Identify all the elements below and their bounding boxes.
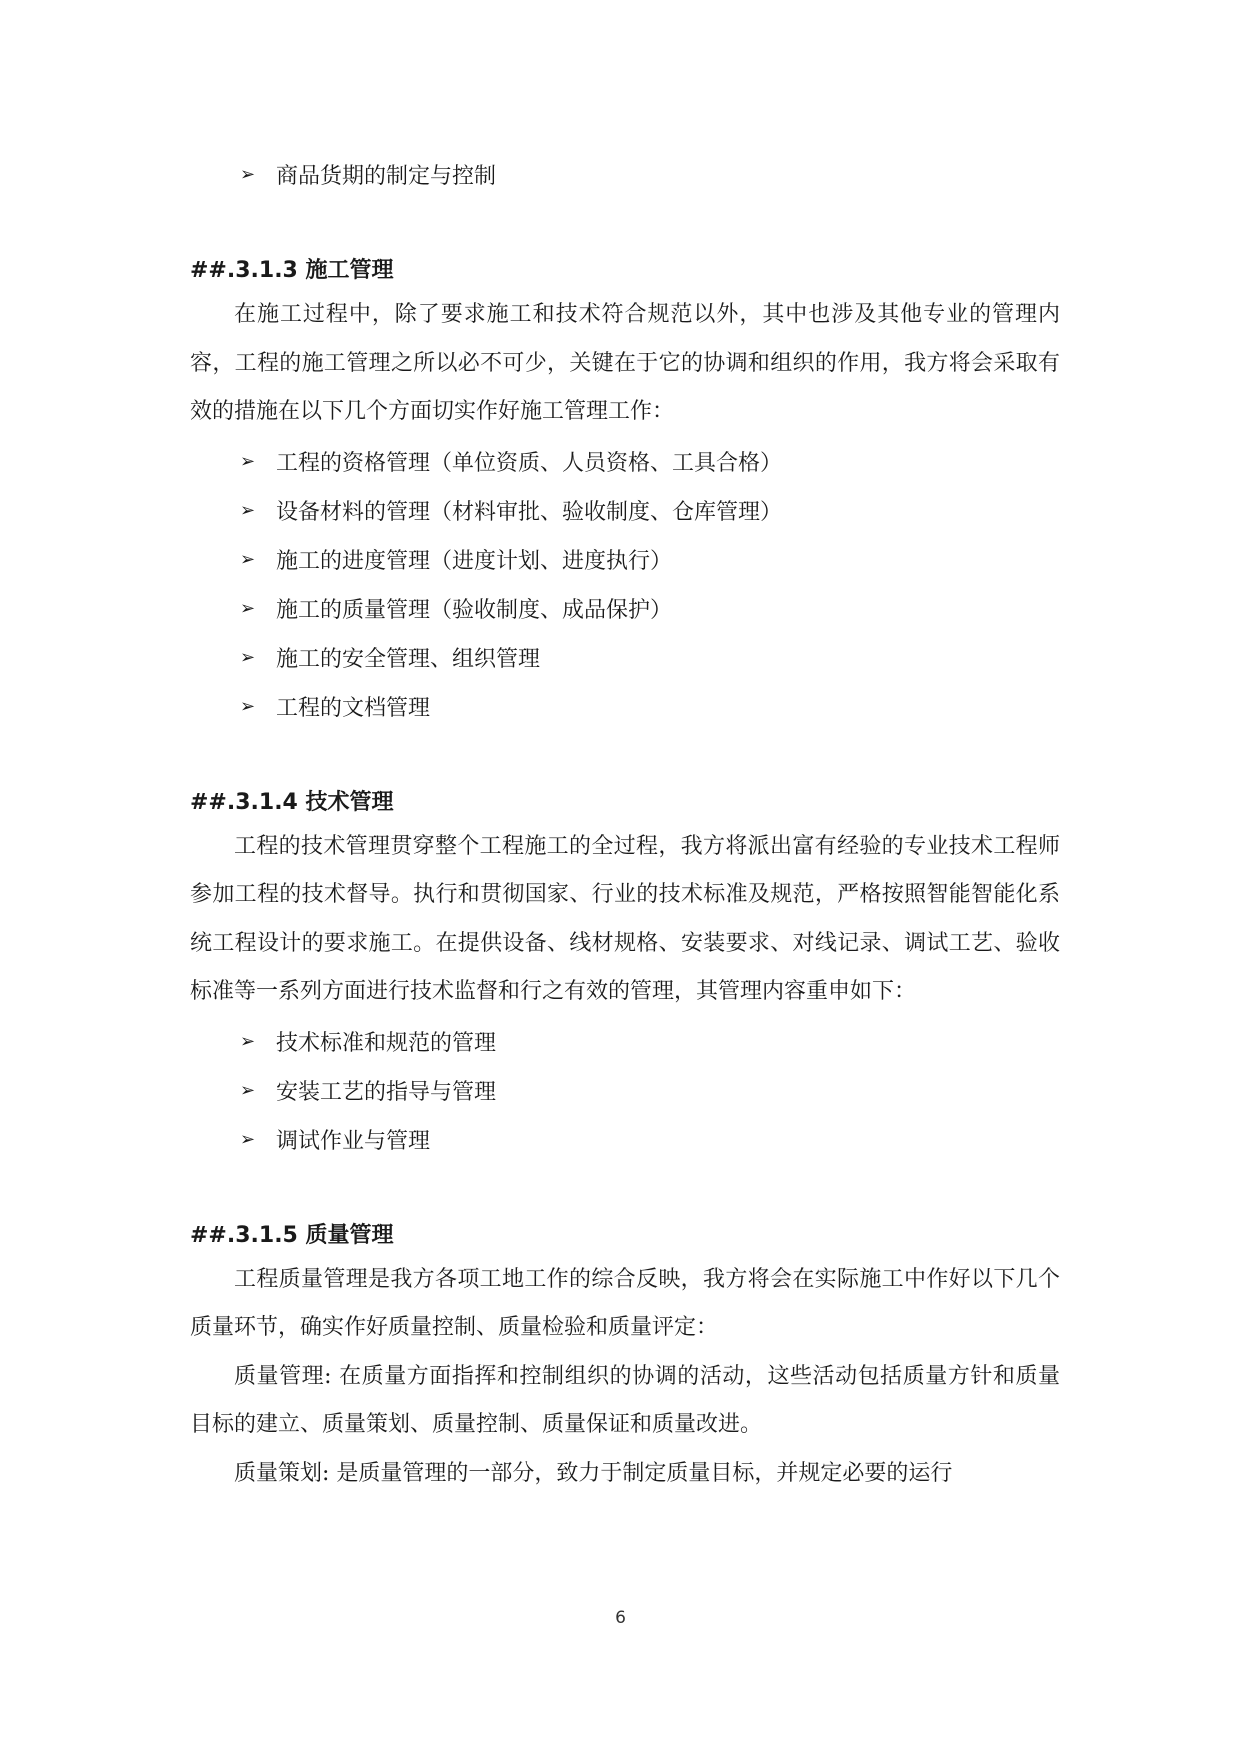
list-item-text: 商品货期的制定与控制 (276, 164, 497, 189)
arrow-bullet-icon: ➢ (240, 1128, 256, 1150)
list-item (190, 1017, 1060, 1066)
arrow-bullet-icon: ➢ (240, 1030, 256, 1052)
list-item (190, 584, 1060, 633)
paragraph: 工程的技术管理贯穿整个工程施工的全过程，我方将派出富有经验的专业技术工程师参加工程的技术督导。执行和贯彻国家、行业的技术标准及规范，严格按照智能智能化系统工程设计的要求施工。在提供设备、线材规格、安装要求、对线记录、调试工艺、验收标准等一系列方面进行技术监督和行之有效的管理，其管理内容重申如下： (190, 833, 1060, 1004)
list-item-text: 施工的进度管理（进度计划、进度执行） (276, 548, 673, 574)
arrow-bullet-icon: ➢ (240, 499, 256, 521)
list-item-text: 工程的资格管理（单位资质、人员资格、工具合格） (276, 450, 783, 476)
arrow-bullet-icon: ➢ (240, 646, 256, 668)
list-item (190, 486, 1060, 535)
list-item-text: 调试作业与管理 (276, 1128, 431, 1154)
section-heading: ##.3.1.5 质量管理 (190, 1222, 394, 1248)
section-gap (190, 1164, 1060, 1216)
list-item-text: 施工的质量管理（验收制度、成品保护） (276, 597, 673, 623)
arrow-bullet-icon: ➢ (240, 450, 256, 472)
page-content (190, 150, 1060, 1498)
section-heading: ##.3.1.3 施工管理 (190, 258, 394, 283)
list-item-text: 安装工艺的指导与管理 (276, 1079, 497, 1105)
section-heading: ##.3.1.4 技术管理 (190, 789, 394, 815)
paragraph: 质量策划: 是质量管理的一部分，致力于制定质量目标，并规定必要的运行 (234, 1460, 953, 1486)
arrow-bullet-icon: ➢ (240, 1079, 256, 1101)
section-gap (190, 199, 1060, 251)
arrow-bullet-icon: ➢ (240, 164, 256, 185)
list-item-text: 设备材料的管理（材料审批、验收制度、仓库管理） (276, 499, 783, 525)
list-item (190, 150, 1060, 199)
list-item (190, 1066, 1060, 1115)
arrow-bullet-icon: ➢ (240, 597, 256, 619)
arrow-bullet-icon: ➢ (240, 548, 256, 570)
section-gap (190, 731, 1060, 783)
arrow-bullet-icon: ➢ (240, 695, 256, 717)
paragraph: 质量管理: 在质量方面指挥和控制组织的协调的活动，这些活动包括质量方针和质量目标的建立、质量策划、质量控制、质量保证和质量改进。 (190, 1363, 1060, 1437)
page-number: 6 (615, 1608, 626, 1628)
list-item-text: 技术标准和规范的管理 (276, 1030, 497, 1056)
list-item (190, 682, 1060, 731)
list-item (190, 1115, 1060, 1164)
list-item (190, 437, 1060, 486)
list-item-text: 施工的安全管理、组织管理 (276, 646, 541, 672)
list-item-text: 工程的文档管理 (276, 695, 431, 721)
paragraph: 在施工过程中，除了要求施工和技术符合规范以外，其中也涉及其他专业的管理内容，工程的施工管理之所以必不可少，关键在于它的协调和组织的作用，我方将会采取有效的措施在以下几个方面切实作好施工管理工作： (190, 302, 1060, 424)
list-item (190, 535, 1060, 584)
paragraph: 工程质量管理是我方各项工地工作的综合反映，我方将会在实际施工中作好以下几个质量环节，确实作好质量控制、质量检验和质量评定： (190, 1266, 1060, 1340)
list-item (190, 633, 1060, 682)
